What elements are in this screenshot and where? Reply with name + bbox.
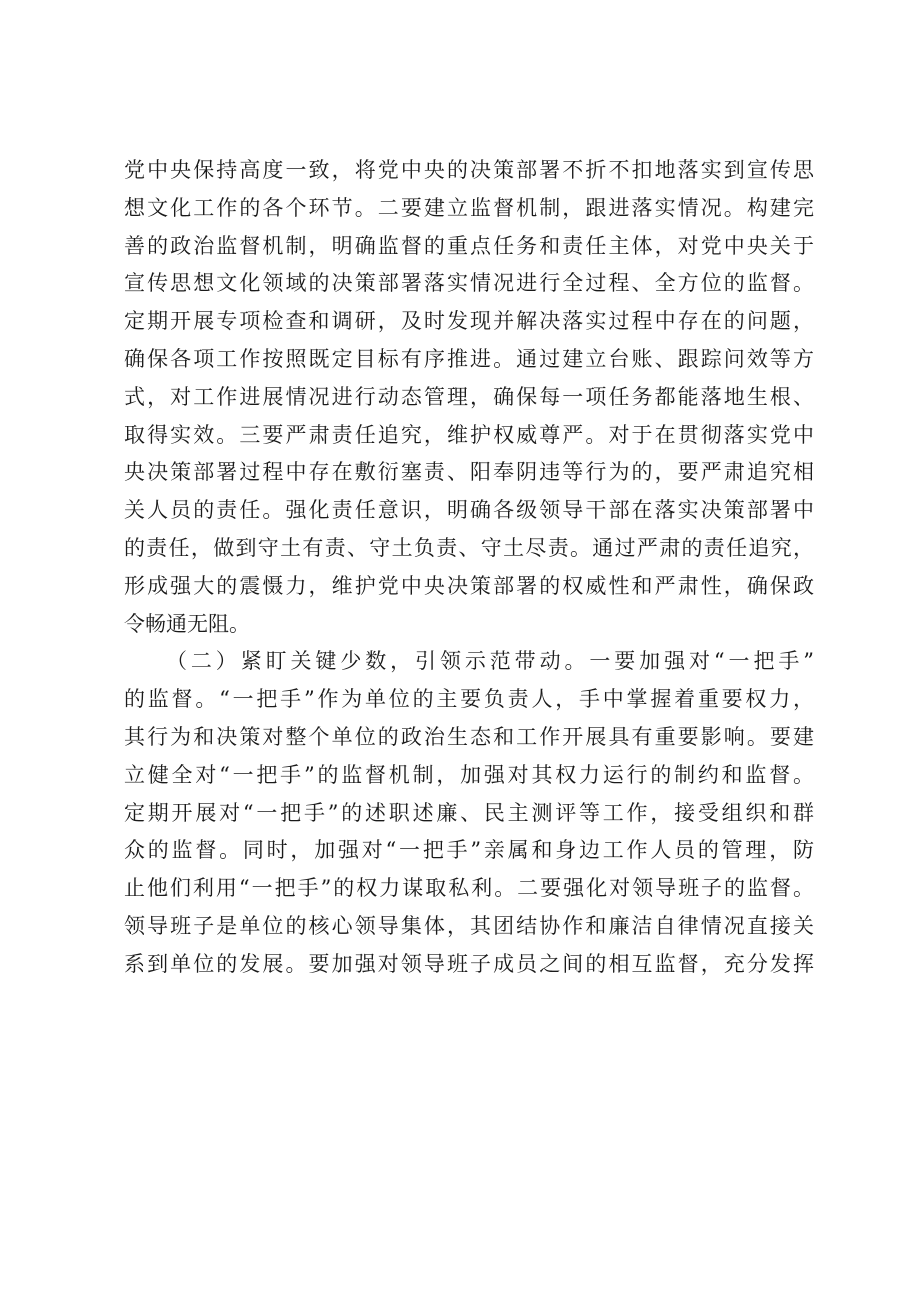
text-line: 定期开展对“一把手”的述职述廉、民主测评等工作，接受组织和群 xyxy=(124,800,814,825)
paragraph-2 xyxy=(124,643,814,983)
text-line: 式，对工作进展情况进行动态管理，确保每一项任务都能落地生根、 xyxy=(124,384,814,409)
text-line: 宣传思想文化领域的决策部署落实情况进行全过程、全方位的监督。 xyxy=(124,271,814,296)
text-line: 形成强大的震慑力，维护党中央决策部署的权威性和严肃性，确保政 xyxy=(124,573,814,598)
paragraph-1 xyxy=(124,152,814,643)
text-line: 众的监督。同时，加强对“一把手”亲属和身边工作人员的管理，防 xyxy=(124,838,814,863)
text-line: 立健全对“一把手”的监督机制，加强对其权力运行的制约和监督。 xyxy=(124,762,814,787)
section-heading-line: （二）紧盯关键少数，引领示范带动。一要加强对“一把手” xyxy=(166,649,814,674)
text-line: 止他们利用“一把手”的权力谋取私利。二要强化对领导班子的监督。 xyxy=(124,876,814,901)
document-body xyxy=(124,152,814,984)
text-line: 关人员的责任。强化责任意识，明确各级领导干部在落实决策部署中 xyxy=(124,498,814,523)
text-line: 党中央保持高度一致，将党中央的决策部署不折不扣地落实到宣传思 xyxy=(124,158,814,182)
text-line: 令畅通无阻。 xyxy=(124,611,250,636)
text-line: 取得实效。三要严肃责任追究，维护权威尊严。对于在贯彻落实党中 xyxy=(124,422,814,447)
text-line: 的责任，做到守土有责、守土负责、守土尽责。通过严肃的责任追究， xyxy=(124,535,814,560)
text-line: 定期开展专项检查和调研，及时发现并解决落实过程中存在的问题， xyxy=(124,309,814,334)
text-line: 央决策部署过程中存在敷衍塞责、阳奉阴违等行为的，要严肃追究相 xyxy=(124,460,814,485)
text-line: 善的政治监督机制，明确监督的重点任务和责任主体，对党中央关于 xyxy=(124,233,814,258)
text-line: 的监督。“一把手”作为单位的主要负责人，手中掌握着重要权力， xyxy=(124,687,814,712)
text-line: 系到单位的发展。要加强对领导班子成员之间的相互监督，充分发挥 xyxy=(124,951,814,976)
text-line: 其行为和决策对整个单位的政治生态和工作开展具有重要影响。要建 xyxy=(124,724,814,749)
text-line: 确保各项工作按照既定目标有序推进。通过建立台账、跟踪问效等方 xyxy=(124,346,814,371)
text-line: 想文化工作的各个环节。二要建立监督机制，跟进落实情况。构建完 xyxy=(124,195,814,220)
text-line: 领导班子是单位的核心领导集体，其团结协作和廉洁自律情况直接关 xyxy=(124,913,814,938)
